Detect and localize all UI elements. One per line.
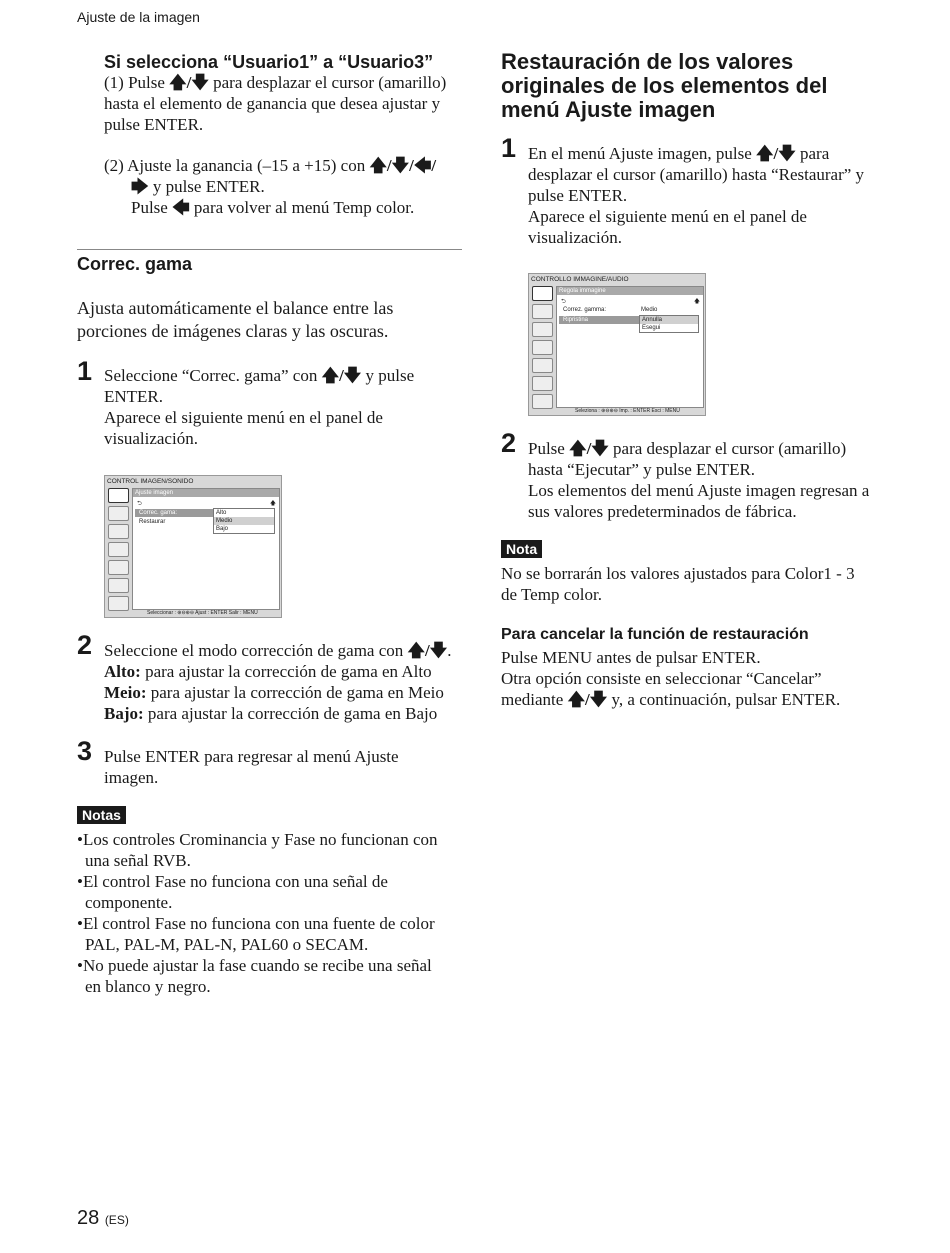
- notas-tag: Notas: [77, 806, 126, 824]
- menu-footer: Seleccionar : ⊕⊖⊕⊖ Ajust : ENTER Salir : MENU: [147, 610, 258, 616]
- dropdown-option: Bajo: [216, 526, 229, 532]
- usuario-step2: (2) Ajuste la ganancia (–15 a +15) con 🡅/🡇/🡄/ 🡆 y pulse ENTER. Pulse 🡄 para volver al menú Temp color.: [104, 156, 437, 217]
- running-header: Ajuste de la imagen: [77, 9, 200, 25]
- up-down-arrow-icon: 🡅/🡇: [321, 366, 362, 385]
- menu-row: Restaurar: [139, 519, 166, 525]
- up-down-arrow-icon: 🡅/🡇: [569, 439, 609, 458]
- menu-row-value: Medio: [641, 307, 658, 313]
- step-number: 2: [77, 630, 93, 660]
- setup-icon: [108, 542, 129, 557]
- screen-icon: [532, 322, 553, 337]
- up-down-arrow-icon: 🡅/🡇: [756, 144, 796, 163]
- menu-bar: Ajuste imagen: [133, 489, 279, 497]
- audio-icon: [108, 506, 129, 521]
- gamma-heading: Correc. gama: [77, 254, 193, 274]
- screen-icon: [108, 524, 129, 539]
- input-icon: [532, 358, 553, 373]
- menu-dropdown: [639, 315, 699, 333]
- setup-icon: [532, 340, 553, 355]
- dropdown-option: Esegui: [642, 325, 661, 331]
- up-down-arrow-icon: 🡅/🡇: [407, 641, 448, 660]
- menu-bar: Regola immagine: [557, 287, 703, 295]
- cancel-heading: Para cancelar la función de restauración: [501, 626, 809, 643]
- up-down-arrow-icon: 🡅/🡇: [567, 690, 608, 709]
- list-item: •No puede ajustar la fase cuando se recibe una señal en blanco y negro.: [77, 956, 432, 996]
- menu-title: CONTROLLO IMMAGINE/AUDIO: [531, 276, 629, 283]
- input-icon: [108, 560, 129, 575]
- step-number: 3: [77, 736, 93, 766]
- menu-row-highlight: Ripristina: [559, 316, 639, 324]
- up-icon: 🡅: [269, 501, 276, 507]
- dropdown-option-selected: Medio: [214, 517, 274, 525]
- clock-icon: [108, 578, 129, 593]
- menu-screenshot-gamma: [104, 475, 282, 618]
- list-item: •El control Fase no funciona con una señal de componente.: [77, 872, 388, 912]
- restore-step2: Pulse 🡅/🡇 para desplazar el cursor (amarillo) hasta “Ejecutar” y pulse ENTER. Los elementos del menú Ajuste imagen regresan a sus valores predeterminados de fábrica.: [528, 439, 870, 521]
- remote-icon: [532, 394, 553, 409]
- list-item: •Los controles Crominancia y Fase no funcionan con una señal RVB.: [77, 830, 438, 870]
- four-way-arrow-icon: 🡅/🡇/🡄/: [369, 156, 437, 175]
- up-down-arrow-icon: 🡅/🡇: [169, 73, 209, 92]
- restore-heading: Restauración de los valores originales de los elementos del menú Ajuste imagen: [501, 49, 828, 122]
- gamma-step3: Pulse ENTER para regresar al menú Ajuste imagen.: [104, 747, 399, 787]
- usuario-heading: Si selecciona “Usuario1” a “Usuario3”: [104, 52, 434, 72]
- nota-tag: Nota: [501, 540, 542, 558]
- return-icon: ⮌: [137, 501, 142, 507]
- restore-step1: En el menú Ajuste imagen, pulse 🡅/🡇 para desplazar el cursor (amarillo) hasta “Restaurar” y pulse ENTER. Aparece el siguiente menú en el panel de visualización.: [528, 144, 865, 247]
- usuario-step1: (1) Pulse 🡅/🡇 para desplazar el cursor (amarillo) hasta el elemento de ganancia que desea ajustar y pulse ENTER.: [104, 73, 447, 134]
- picture-icon: [108, 488, 129, 503]
- left-arrow-icon: 🡄: [172, 198, 190, 217]
- cancel-text: Pulse MENU antes de pulsar ENTER. Otra opción consiste en seleccionar “Cancelar” mediante 🡅/🡇 y, a continuación, pulsar ENTER.: [501, 648, 841, 709]
- step-number: 1: [501, 133, 517, 163]
- picture-icon: [532, 286, 553, 301]
- notas-list: [77, 829, 467, 997]
- nota-text: No se borrarán los valores ajustados para Color1 - 3 de Temp color.: [501, 564, 855, 604]
- clock-icon: [532, 376, 553, 391]
- menu-icon-column: [532, 286, 554, 412]
- dropdown-option-selected: Annulla: [640, 316, 698, 324]
- gamma-intro: Ajusta automáticamente el balance entre las porciones de imágenes claras y las oscuras.: [77, 298, 394, 341]
- menu-title: CONTROL IMAGEN/SONIDO: [107, 478, 194, 485]
- remote-icon: [108, 596, 129, 611]
- step-number: 1: [77, 356, 93, 386]
- right-arrow-icon: 🡆: [131, 177, 149, 196]
- gamma-step1: Seleccione “Correc. gama” con 🡅/🡇 y pulse ENTER. Aparece el siguiente menú en el panel de visualización.: [104, 366, 415, 448]
- section-divider: [77, 249, 462, 250]
- menu-dropdown: [213, 508, 275, 534]
- dropdown-option: Alto: [216, 510, 227, 516]
- up-icon: 🡅: [693, 299, 700, 305]
- menu-screenshot-restore: [528, 273, 706, 416]
- menu-footer: Seleziona : ⊕⊖⊕⊖ Imp. : ENTER Esci : MENU: [575, 408, 680, 414]
- menu-icon-column: [108, 488, 130, 614]
- step-number: 2: [501, 428, 517, 458]
- gamma-step2: Seleccione el modo corrección de gama con 🡅/🡇. Alto: para ajustar la corrección de gama en Alto Meio: para ajustar la corrección de gama en Meio Bajo: para ajustar la corrección de gama en Bajo: [104, 641, 452, 723]
- page-number: 28 (ES): [77, 1207, 129, 1229]
- return-icon: ⮌: [561, 299, 566, 305]
- menu-row-highlight: Correc. gama:: [135, 509, 215, 517]
- list-item: •El control Fase no funciona con una fuente de color PAL, PAL-M, PAL-N, PAL60 o SECAM.: [77, 914, 435, 954]
- audio-icon: [532, 304, 553, 319]
- menu-row: Correz. gamma:: [563, 307, 607, 313]
